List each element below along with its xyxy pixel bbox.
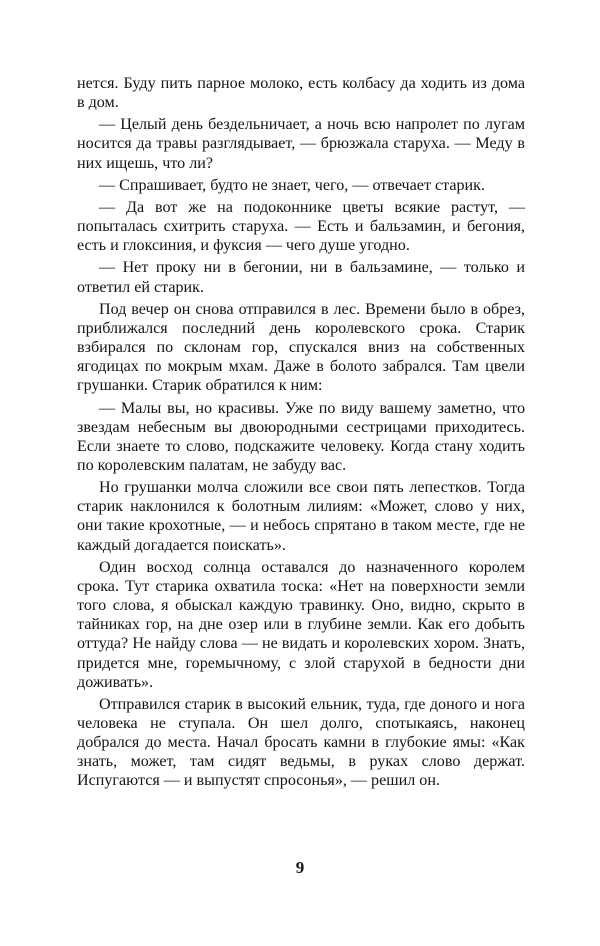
paragraph: — Спрашивает, будто не знает, чего, — отвечает старик. <box>99 176 486 194</box>
paragraph: Под вечер он снова отправился в лес. Времени было в обрез, приближался последний день королевского срока. Старик взбирался по склонам гор, спускался вниз на собственных ягодицах по мокрым мхам. Даже в болото забрался. Там цвели грушанки. Старик обратился к ним: <box>77 300 525 395</box>
page-number: 9 <box>295 858 305 877</box>
paragraph: нется. Буду пить парное молоко, есть колбасу да ходить из дома в дом. <box>77 75 525 112</box>
page-text-block <box>77 74 525 791</box>
paragraph: Отправился старик в высокий ельник, туда, где доного и нога человека не ступала. Он шел долго, спотыкаясь, наконец добрался до места. Начал бросать камни в глубокие ямы: «Как знать, может, там сидят ведьмы, в руках слово держат. Испугаются — и выпустят спросонья», — решил он. <box>77 695 525 790</box>
paragraph: — Целый день бездельничает, а ночь всю напролет по лугам носится да травы разглядывает, — брюзжала старуха. — Меду в них ищешь, что ли? <box>77 116 525 172</box>
paragraph: — Малы вы, но красивы. Уже по виду вашему заметно, что звездам небесным вы двоюродными сестрицами приходитесь. Если знаете то слово, подскажите человеку. Когда стану ходить по королевским палатам, не забуду вас. <box>77 399 525 474</box>
paragraph: Но грушанки молча сложили все свои пять лепестков. Тогда старик наклонился к болотным лилиям: «Может, слово у них, они такие крохотные, — и небось спрятано в таком месте, где не каждый догадается поискать». <box>77 479 525 554</box>
paragraph: — Да вот же на подоконнике цветы всякие растут, — попыталась схитрить старуха. — Есть и бальзамин, и бегония, есть и глоксиния, и фуксия — чего душе угодно. <box>77 198 525 255</box>
paragraph: — Нет проку ни в бегонии, ни в бальзамине, — только и ответил ей старик. <box>77 259 525 296</box>
paragraph: Один восход солнца оставался до назначенного королем срока. Тут старика охватила тоска: «Нет на поверхности земли того слова, я обыскал каждую травинку. Оно, видно, скрыто в тайниках гор, на дне озер или в глубине земли. Как его добыть оттуда? Не найду слова — не видать и королевских хором. Знать, придется мне, горемычному, с злой старухой в бедности дни доживать». <box>77 558 525 691</box>
